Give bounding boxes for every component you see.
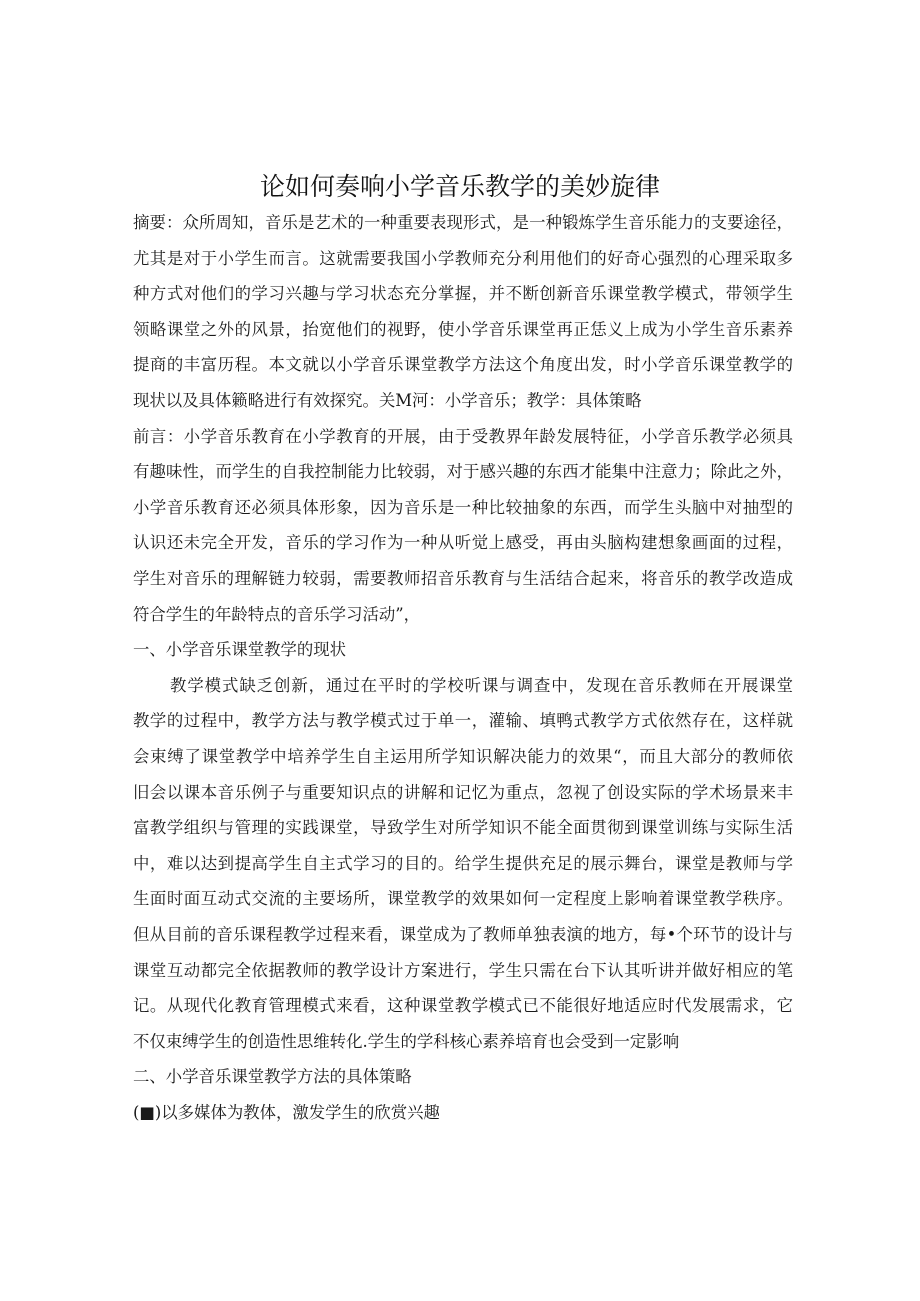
text-line: 尤其是对于小学生而言。这就需要我国小学教师充分利用他们的好奇心强烈的心理采取多 (133, 248, 793, 268)
text-line: 现状以及具体籁略进行有效探究。关M河：小学音乐；教学：具体策略 (133, 391, 642, 410)
text-line: 二、小学音乐课堂教学方法的具体策略 (133, 1067, 412, 1087)
text-line: 学生对音乐的理解链力较弱，需要教师招音乐教育与生活结合起来，将音乐的教学改造成 (133, 569, 793, 588)
text-line: 生面时面互动式交流的主要场所，课堂教学的效果如何一定程度上影响着课堂教学秩序。 (133, 889, 793, 909)
text-line: 认识还未完全开发，音乐的学习作为一种从听觉上感受，再由头脑构建想象画面的过程， (133, 533, 793, 553)
text-line: 记。从现代化教育管理模式来看，这种课堂教学模式已不能很好地适应时代发展需求，它 (133, 996, 793, 1016)
text-line: 但从目前的音乐课程教学过程来看，课堂成为了教师单独表演的地方，每•个环节的设计与 (133, 925, 793, 944)
text-line: 不仅束缚学生的创造性思维转化.学生的学科核心素养培育也会受到一定影响 (133, 1031, 680, 1051)
text-line: 教学的过程中，教学方法与教学模式过于单一，灌输、填鸭式教学方式依然存在，这样就 (133, 711, 793, 731)
text-line: 会束缚了课堂教学中培养学生自主运用所学知识解决能力的效果“，而且大部分的教师依 (133, 747, 793, 766)
text-line: 摘要：众所周知，音乐是艺术的一种重要表现形式，是一种锻炼学生音乐能力的支要途径， (133, 213, 793, 232)
text-line: 旧会以课本音乐例子与重要知识点的讲解和记忆为重点，忽视了创设实际的学术场景来丰 (133, 782, 793, 802)
page-title: 论如何奏响小学音乐教学的美妙旋律 (259, 172, 660, 201)
text-line: 一、小学音乐课堂教学的现状 (133, 640, 347, 660)
text-line: 课堂互动都完全依据教师的教学设计方案进行，学生只需在台下认其听讲并做好相应的笔 (133, 960, 793, 980)
text-line: 领略课堂之外的风景，抬宽他们的视野，使小学音乐课堂再正恁义上成为小学生音乐素养 (133, 319, 793, 339)
text-line: 中，难以达到提高学生自主式学习的目的。给学生提供充足的展示舞台，课堂是教师与学 (133, 853, 793, 873)
text-line: (■)以多媒体为教体，激发学生的欣赏兴趣 (133, 1103, 440, 1122)
text-line: 前言：小学音乐教育在小学教育的开展，由于受教界年龄发展特征，小学音乐教学必须具 (133, 426, 793, 446)
text-line: 教学模式缺乏创新，通过在平时的学校听课与调查中，发现在音乐教师在开展课堂 (170, 675, 793, 695)
text-line: 种方式对他们的学习兴趣与学习状态充分掌握，并不断创新音乐课堂教学模式，带领学生 (133, 284, 793, 304)
text-line: 小学音乐教育还必须具体形象，因为音乐是一种比较抽象的东西，而学生头脑中对抽型的 (133, 497, 793, 517)
text-line: 符合学生的年龄特点的音乐学习活动”， (133, 604, 421, 624)
text-line: 有趣味性，而学生的自我控制能力比较弱，对于感兴趣的东西才能集中注意力；除此之外， (133, 462, 793, 482)
text-line: 富教学组织与管理的实践课堂，导致学生对所学知识不能全面贯彻到课堂训练与实际生活 (133, 818, 793, 838)
text-line: 提商的丰富历程。本文就以小学音乐课堂教学方法这个角度出发，时小学音乐课堂教学的 (133, 355, 793, 375)
